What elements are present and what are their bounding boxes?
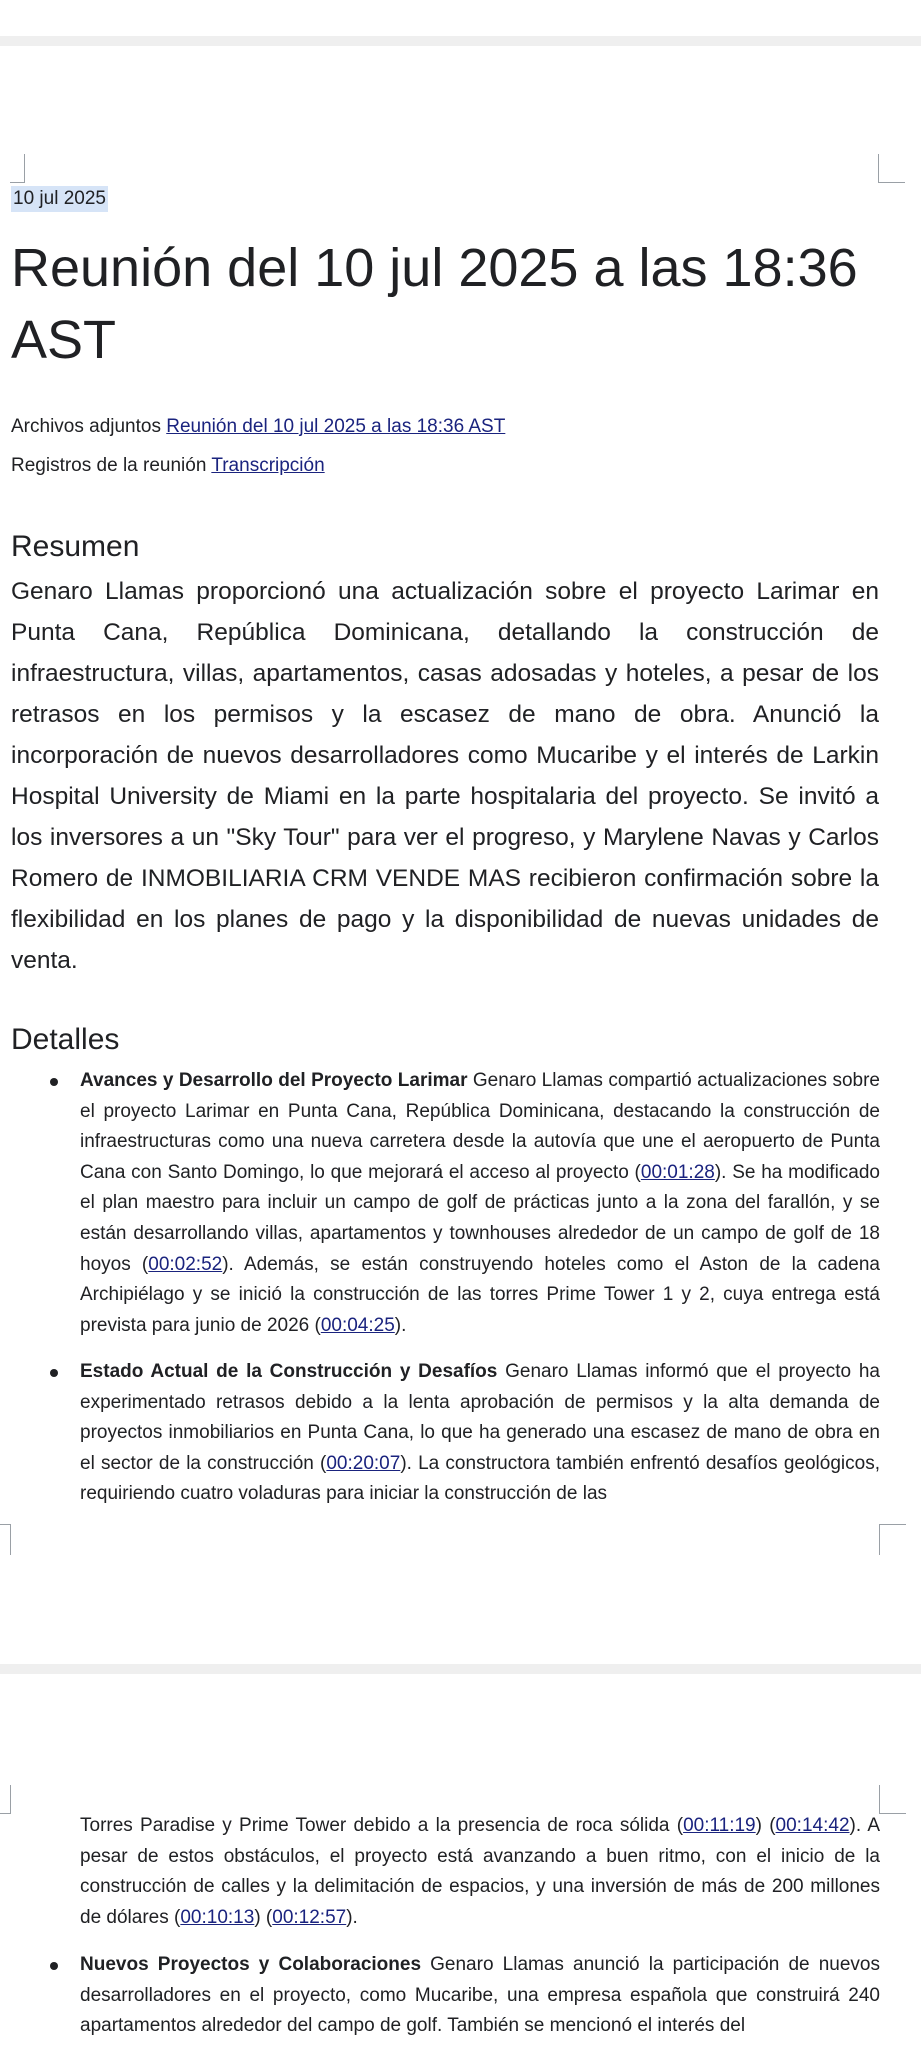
bullet-icon	[50, 1078, 58, 1086]
timestamp-link[interactable]: 00:10:13	[180, 1906, 255, 1928]
list-item	[80, 1357, 880, 1510]
detail-body: Genaro Llamas compartió actualizaciones sobre el proyecto Larimar en Punta Cana, República Dominicana, destacando la construcción de infraestructuras como una nueva carretera desde la autovía que une el aeropuerto de Punta Cana con Santo Domingo, lo que mejorará el acceso al proyecto (	[80, 1070, 880, 1183]
detail-body: ). La constructora también enfrentó desafíos geológicos, requiriendo cuatro voladuras para iniciar la construcción de las	[80, 1452, 880, 1505]
detail-text[interactable]	[80, 1811, 880, 1933]
detail-title: Avances y Desarrollo del Proyecto Larimar	[80, 1070, 468, 1091]
summary-text[interactable]: Genaro Llamas proporcionó una actualización sobre el proyecto Larimar en Punta Cana, República Dominicana, detallando la construcción de infraestructura, villas, apartamentos, casas adosadas y hoteles, a pesar de los retrasos en los permisos y la escasez de mano de obra. Anunció la incorporación de nuevos desarrolladores como Mucaribe y el interés de Larkin Hospital University de Miami en la parte hospitalaria del proyecto. Se invitó a los inversores a un "Sky Tour" para ver el progreso, y Marylene Navas y Carlos Romero de INMOBILIARIA CRM VENDE MAS recibieron confirmación sobre la flexibilidad en los planes de pago y la disponibilidad de nuevas unidades de venta.	[11, 578, 879, 974]
list-item	[80, 1066, 880, 1341]
detail-text[interactable]	[80, 1950, 880, 2042]
page-top-band	[0, 36, 921, 46]
summary-heading: Resumen	[11, 530, 140, 563]
page-corner-mark	[878, 154, 905, 183]
detail-body: ) (	[254, 1906, 273, 1928]
page-corner-mark	[10, 154, 25, 183]
detail-body: Genaro Llamas anunció la participación de nuevos desarrolladores en el proyecto, como Mucaribe, una empresa española que construirá 240 apartamentos alrededor del campo de golf. También se mencionó el interés del	[80, 1954, 880, 2037]
attachments-line	[11, 414, 505, 440]
detail-body: ). A pesar de estos obstáculos, el proyecto está avanzando a buen ritmo, con el inicio de la construcción de calles y la delimitación de espacios, y una inversión de más de 200 millones de dólares (	[80, 1815, 880, 1928]
list-item	[80, 1950, 880, 2042]
timestamp-link[interactable]: 00:04:25	[320, 1314, 395, 1336]
bullet-icon	[50, 1369, 58, 1377]
page-corner-mark	[879, 1785, 906, 1814]
date-chip[interactable]: 10 jul 2025	[11, 186, 108, 212]
page-break-band	[0, 1664, 921, 1674]
detail-text[interactable]	[80, 1066, 880, 1341]
detail-body: ). Además, se están construyendo hoteles como el Aston de la cadena Archipiélago y se inició la construcción de las torres Prime Tower 1 y 2, cuya entrega está prevista para junio de 2026 (	[80, 1253, 880, 1336]
records-line	[11, 453, 325, 479]
detail-body: Genaro Llamas informó que el proyecto ha experimentado retrasos debido a la lenta aprobación de permisos y la alta demanda de proyectos inmobiliarios en Punta Cana, lo que ha generado una escasez de mano de obra en el sector de la construcción (	[80, 1361, 880, 1474]
timestamp-link[interactable]: 00:01:28	[640, 1161, 715, 1183]
detail-body: ). Se ha modificado el plan maestro para incluir un campo de golf de prácticas junto a la zona del farallón, y se están desarrollando villas, apartamentos y townhouses alrededor de un campo de golf de 18 hoyos (	[80, 1161, 880, 1275]
records-label: Registros de la reunión	[11, 455, 207, 476]
detail-body: ).	[394, 1314, 407, 1336]
page-corner-mark	[0, 1524, 11, 1555]
attachments-label: Archivos adjuntos	[11, 416, 161, 437]
timestamp-link[interactable]: 00:20:07	[326, 1452, 401, 1474]
detail-body: ).	[346, 1906, 358, 1928]
timestamp-link[interactable]: 00:14:42	[775, 1815, 850, 1836]
detail-body: Torres Paradise y Prime Tower debido a la presencia de roca sólida (	[80, 1815, 684, 1836]
detail-text[interactable]	[80, 1357, 880, 1510]
page-corner-mark	[0, 1785, 11, 1814]
timestamp-link[interactable]: 00:11:19	[683, 1815, 756, 1836]
document-title[interactable]: Reunión del 10 jul 2025 a las 18:36 AST	[11, 238, 858, 370]
attachment-link[interactable]: Reunión del 10 jul 2025 a las 18:36 AST	[166, 416, 506, 437]
page-corner-mark	[879, 1524, 906, 1555]
timestamp-link[interactable]: 00:12:57	[272, 1906, 347, 1928]
detail-body: ) (	[755, 1815, 776, 1836]
detail-title: Nuevos Proyectos y Colaboraciones	[80, 1954, 422, 1975]
detail-title: Estado Actual de la Construcción y Desafíos	[80, 1361, 498, 1382]
timestamp-link[interactable]: 00:02:52	[148, 1253, 223, 1275]
bullet-icon	[50, 1962, 58, 1970]
transcript-link[interactable]: Transcripción	[211, 455, 325, 476]
details-heading: Detalles	[11, 1023, 120, 1056]
list-item-continuation	[80, 1811, 880, 1933]
